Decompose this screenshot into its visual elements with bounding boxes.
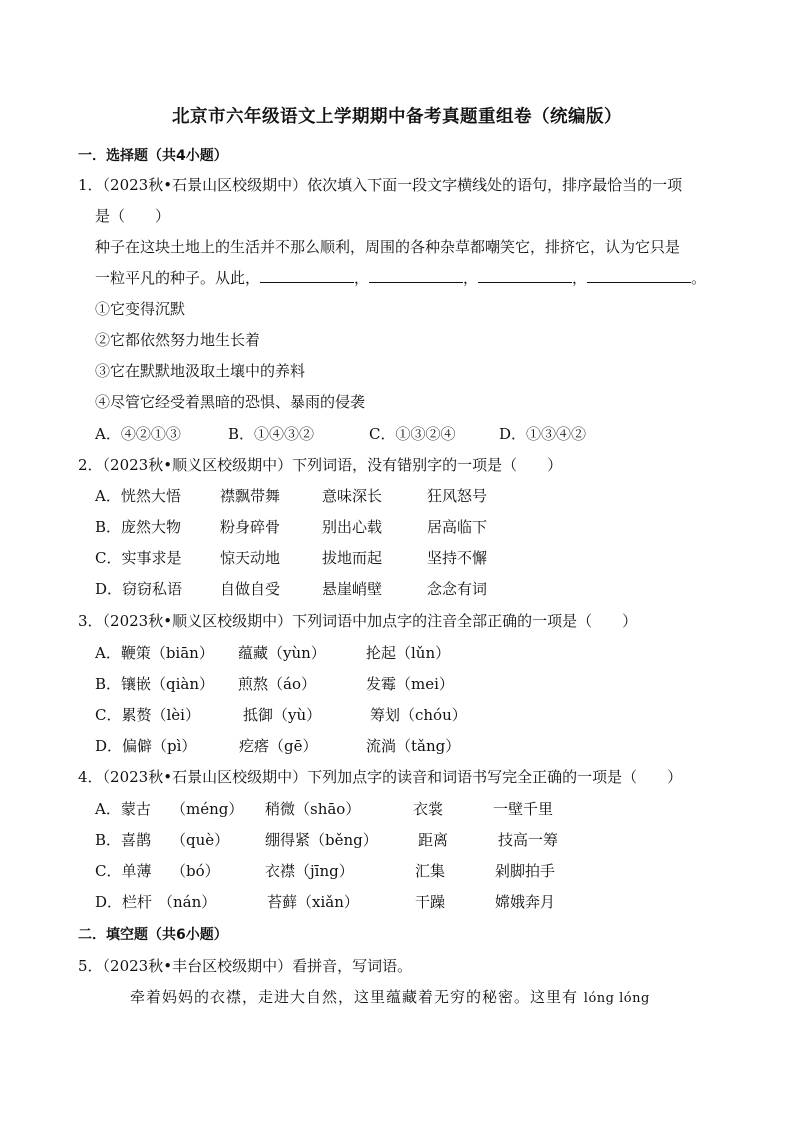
choice-d[interactable]: D．偏僻（pì） — [95, 737, 197, 755]
passage-text: 一粒平凡的种子。从此， — [95, 269, 261, 287]
word: 流淌（tǎng） — [366, 737, 461, 755]
pinyin: （bó） — [171, 862, 220, 880]
answer-blank[interactable] — [587, 268, 691, 283]
question-5-passage — [130, 986, 650, 1007]
word: 稍微（shāo） — [265, 800, 361, 818]
choice-d[interactable]: D．栏杆 — [95, 893, 153, 911]
question-5-stem: 5．（2023秋•丰台区校级期中）看拼音，写词语。 — [78, 957, 413, 975]
choice-a[interactable]: A．蒙古 — [95, 800, 151, 818]
question-1-stem-cont: 是（ ） — [95, 207, 171, 225]
word: 嫦娥奔月 — [495, 893, 556, 911]
word: 居高临下 — [427, 518, 488, 536]
question-3-stem: 3．（2023秋•顺义区校级期中）下列词语中加点字的注音全部正确的一项是（ ） — [78, 612, 638, 630]
answer-blank[interactable] — [478, 268, 572, 283]
question-1-passage-line1: 种子在这块土地上的生活并不那么顺利，周围的各种杂草都嘲笑它，排挤它，认为它只是 — [95, 238, 681, 256]
word: 苔藓（xiǎn） — [267, 893, 359, 911]
comma: ， — [572, 269, 588, 287]
word: 拔地而起 — [322, 549, 383, 567]
question-2-stem: 2．（2023秋•顺义区校级期中）下列词语，没有错别字的一项是（ ） — [78, 456, 563, 474]
choice-c[interactable]: C．实事求是 — [95, 549, 182, 567]
choice-c[interactable]: C．累赘（lèi） — [95, 706, 200, 724]
word: 一壁千里 — [493, 800, 554, 818]
word: 剁脚拍手 — [495, 862, 556, 880]
word: 发霉（mei） — [366, 675, 454, 693]
word: 筹划（chóu） — [370, 706, 467, 724]
word: 粉身碎骨 — [220, 518, 281, 536]
sentence-option-4: ④尽管它经受着黑暗的恐惧、暴雨的侵袭 — [95, 393, 366, 411]
choice-d[interactable]: D．①③④② — [499, 425, 587, 443]
question-4-stem: 4．（2023秋•石景山区校级期中）下列加点字的读音和词语书写完全正确的一项是（ ） — [78, 768, 683, 786]
word: 悬崖峭壁 — [322, 580, 383, 598]
choice-c[interactable]: C．单薄 — [95, 862, 152, 880]
word: 惊天动地 — [220, 549, 281, 567]
choice-a[interactable]: A．④②①③ — [95, 425, 181, 443]
comma: ， — [354, 269, 370, 287]
word: 意味深长 — [322, 487, 383, 505]
answer-blank[interactable] — [369, 268, 463, 283]
word: 干躁 — [415, 893, 446, 911]
sentence-option-1: ①它变得沉默 — [95, 300, 186, 318]
choice-b[interactable]: B．喜鹊 — [95, 831, 152, 849]
word: 衣襟（jīng） — [265, 862, 354, 880]
choice-b[interactable]: B．①④③② — [228, 425, 315, 443]
word: 抵御（yù） — [243, 706, 322, 724]
pinyin: （què） — [171, 831, 230, 849]
word: 煎熬（áo） — [238, 675, 316, 693]
word: 念念有词 — [427, 580, 488, 598]
pinyin: （méng） — [171, 800, 244, 818]
word: 疙瘩（gē） — [239, 737, 318, 755]
word: 别出心载 — [322, 518, 383, 536]
word: 自做自受 — [220, 580, 281, 598]
choice-a[interactable]: A．鞭策（biān） — [95, 644, 214, 662]
word: 襟飘带舞 — [220, 487, 281, 505]
page-title: 北京市六年级语文上学期期中备考真题重组卷（统编版） — [172, 107, 622, 127]
word: 坚持不懈 — [427, 549, 488, 567]
word: 蕴藏（yùn） — [238, 644, 326, 662]
question-1-passage-line2 — [95, 267, 706, 288]
word: 技高一筹 — [498, 831, 559, 849]
section-heading-fill: 二．填空题（共6小题） — [78, 927, 228, 943]
choice-d[interactable]: D．窃窃私语 — [95, 580, 183, 598]
choice-c[interactable]: C．①③②④ — [369, 425, 456, 443]
word: 狂风怒号 — [427, 487, 488, 505]
sentence-option-2: ②它都依然努力地生长着 — [95, 331, 261, 349]
answer-blank[interactable] — [260, 268, 354, 283]
question-1-stem: 1．（2023秋•石景山区校级期中）依次填入下面一段文字横线处的语句，排序最恰当的一项 — [78, 176, 683, 194]
pinyin-prompt: lóng lóng — [583, 991, 650, 1006]
comma: ， — [463, 269, 479, 287]
passage-text: 牵着妈妈的衣襟，走进大自然，这里蕴藏着无穷的秘密。这里有 — [130, 988, 579, 1006]
word: 距离 — [418, 831, 449, 849]
section-heading-choice: 一．选择题（共4小题） — [78, 148, 228, 164]
word: 衣裳 — [413, 800, 444, 818]
word: 绷得紧（běng） — [265, 831, 378, 849]
word: 汇集 — [415, 862, 446, 880]
choice-b[interactable]: B．庞然大物 — [95, 518, 182, 536]
word: 抡起（lǔn） — [366, 644, 451, 662]
pinyin: （nán） — [158, 893, 217, 911]
choice-b[interactable]: B．镶嵌（qiàn） — [95, 675, 215, 693]
period: 。 — [691, 269, 707, 287]
choice-a[interactable]: A．恍然大悟 — [95, 487, 181, 505]
sentence-option-3: ③它在默默地汲取土壤中的养料 — [95, 362, 306, 380]
